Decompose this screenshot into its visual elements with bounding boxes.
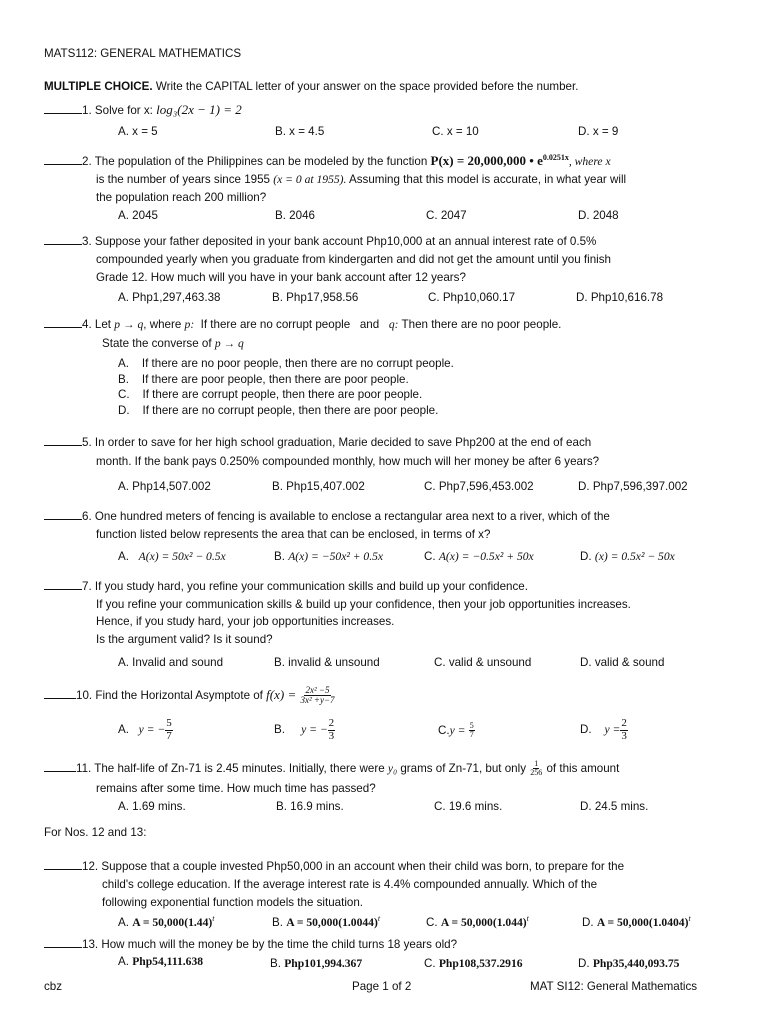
question-12 bbox=[44, 860, 624, 873]
choice-letter: D. bbox=[578, 957, 590, 970]
fraction bbox=[620, 718, 628, 742]
choice-amount: Php35,440,093.75 bbox=[592, 957, 680, 970]
choice-a: A. 1.69 mins. bbox=[118, 800, 186, 813]
choice-letter: B. bbox=[270, 957, 281, 970]
equation: P(x) = 20,000,000 • e bbox=[430, 153, 543, 168]
choice-c: C. Php7,596,453.002 bbox=[424, 480, 534, 493]
question-number: 13. bbox=[82, 938, 99, 951]
choice-amount: Php54,111.638 bbox=[132, 955, 204, 968]
choice-d bbox=[582, 914, 691, 929]
question-number: 2. bbox=[82, 155, 92, 168]
choice-c: C. 19.6 mins. bbox=[434, 800, 503, 813]
choice-letter: B. bbox=[118, 373, 129, 386]
equation: (x = 0 at 1955). bbox=[273, 173, 347, 186]
question-2-line-3: the population reach 200 million? bbox=[96, 191, 267, 204]
question-5-line-2: month. If the bank pays 0.250% compounded monthly, how much will her money be after 6 years? bbox=[96, 455, 600, 468]
question-text: , where bbox=[143, 318, 182, 331]
question-text: grams of Zn-71, but only bbox=[400, 761, 527, 775]
choice-d: D. 2048 bbox=[578, 209, 619, 222]
question-3-line-2: compounded yearly when you graduate from kindergarten and did not get the amount until you finish bbox=[96, 253, 611, 266]
question-1 bbox=[44, 102, 242, 118]
answer-blank-5[interactable] bbox=[44, 445, 82, 446]
question-2-line-2 bbox=[96, 173, 626, 186]
question-number: 5. bbox=[82, 436, 92, 449]
question-text: Assuming that this model is accurate, in what year will bbox=[349, 173, 627, 186]
choice-letter: B. bbox=[274, 550, 285, 563]
choice-a bbox=[118, 550, 226, 563]
choice-c: C. Php10,060.17 bbox=[428, 291, 516, 304]
question-13 bbox=[44, 938, 457, 951]
footer-left: cbz bbox=[44, 980, 63, 993]
choice-b: B. Php15,407.002 bbox=[272, 480, 365, 493]
choice-equation: A(x) = −0.5x² + 50x bbox=[438, 550, 534, 563]
choice-equation: A = 50,000(1.0044) bbox=[286, 915, 378, 929]
question-12-line-3: following exponential function models the situation. bbox=[102, 896, 364, 909]
section-note: For Nos. 12 and 13: bbox=[44, 826, 147, 839]
denominator: 3 bbox=[328, 729, 335, 742]
choice-equation: A(x) = 50x² − 0.5x bbox=[138, 550, 226, 563]
denominator: 3 bbox=[621, 729, 627, 742]
choice-letter: A. bbox=[118, 550, 129, 563]
answer-blank-11[interactable] bbox=[44, 771, 76, 772]
page-number: Page 1 of 2 bbox=[352, 980, 412, 993]
footer-right: MAT SI12: General Mathematics bbox=[530, 980, 698, 993]
question-text: The population of the Philippines can be modeled by the function bbox=[94, 155, 428, 168]
question-text: Then there are no poor people. bbox=[401, 318, 562, 331]
variable-q: q: bbox=[388, 318, 399, 331]
numerator: 2 bbox=[328, 717, 335, 729]
question-text: , where x bbox=[568, 155, 611, 168]
choice-a: A. Php1,297,463.38 bbox=[118, 291, 221, 304]
choice-a: A. Php14,507.002 bbox=[118, 480, 211, 493]
choice-b bbox=[274, 718, 335, 742]
choice-b bbox=[118, 373, 409, 386]
question-11 bbox=[44, 760, 619, 778]
answer-blank-13[interactable] bbox=[44, 947, 82, 948]
choice-letter: C. bbox=[118, 388, 130, 401]
question-number: 1. bbox=[82, 104, 92, 117]
numerator: 5 bbox=[166, 717, 172, 729]
question-text: State the converse of bbox=[102, 337, 212, 350]
rational-function bbox=[299, 686, 335, 706]
numerator: 1 bbox=[534, 759, 539, 768]
question-text: If you study hard, you refine your communication skills and build up your confidence. bbox=[94, 580, 528, 593]
question-7-line-4: Is the argument valid? Is it sound? bbox=[96, 633, 273, 646]
answer-blank-2[interactable] bbox=[44, 164, 82, 165]
choice-c bbox=[424, 957, 523, 970]
choice-letter: B. bbox=[274, 723, 285, 737]
choice-a: A. x = 5 bbox=[118, 125, 158, 138]
instructions bbox=[44, 80, 578, 93]
choice-d: D. Php7,596,397.002 bbox=[578, 480, 688, 493]
exponent: 0.0251x bbox=[542, 153, 569, 163]
question-12-line-2: child's college education. If the average interest rate is 4.4% compounded annually. Which of the bbox=[102, 878, 598, 891]
variable-p: p: bbox=[184, 318, 195, 331]
numerator: 2x² −5 bbox=[305, 685, 330, 695]
choice-letter: C. bbox=[438, 723, 450, 737]
choice-letter: A. bbox=[118, 955, 129, 968]
question-text: Solve for x: bbox=[94, 104, 153, 117]
choice-equation: A(x) = −50x² + 0.5x bbox=[288, 550, 384, 563]
question-number: 12. bbox=[82, 860, 99, 873]
question-text: In order to save for her high school graduation, Marie decided to save Php200 at the end of each bbox=[94, 436, 592, 449]
question-number: 7. bbox=[82, 580, 92, 593]
question-7 bbox=[44, 580, 528, 593]
choice-c bbox=[426, 914, 529, 929]
equation: f(x) = bbox=[266, 687, 297, 702]
question-10 bbox=[44, 686, 336, 706]
question-2 bbox=[44, 153, 611, 169]
choice-b: B. Php17,958.56 bbox=[272, 291, 359, 304]
choice-equation: (x) = 0.5x² − 50x bbox=[594, 550, 675, 563]
choice-a bbox=[118, 914, 214, 929]
fraction bbox=[529, 760, 543, 778]
choice-d: D. valid & sound bbox=[580, 656, 665, 669]
fraction bbox=[328, 718, 336, 742]
choice-letter: B. bbox=[272, 915, 283, 929]
variable-y0: y₀ bbox=[387, 761, 398, 775]
question-text: is the number of years since 1955 bbox=[96, 173, 271, 186]
choice-a bbox=[118, 955, 203, 968]
question-number: 3. bbox=[82, 235, 92, 248]
choice-d bbox=[578, 957, 679, 970]
exponent: t bbox=[377, 914, 381, 923]
denominator: 7 bbox=[166, 729, 172, 742]
choice-letter: C. bbox=[424, 957, 436, 970]
choice-text: If there are no poor people, then there are no corrupt people. bbox=[141, 357, 454, 370]
choice-a: A. 2045 bbox=[118, 209, 158, 222]
choice-b bbox=[272, 914, 380, 929]
choice-b: B. 16.9 mins. bbox=[276, 800, 344, 813]
question-11-line-2: remains after some time. How much time has passed? bbox=[96, 782, 376, 795]
choice-a bbox=[118, 718, 173, 742]
question-text: How much will the money be by the time the child turns 18 years old? bbox=[101, 938, 458, 951]
choice-amount: Php101,994.367 bbox=[284, 957, 363, 970]
choice-letter: D. bbox=[582, 915, 594, 929]
choice-d bbox=[580, 718, 628, 742]
denominator: 3x² +y−7 bbox=[300, 695, 335, 706]
question-text: The half-life of Zn-71 is 2.45 minutes. Initially, there were bbox=[94, 761, 385, 775]
question-text: Find the Horizontal Asymptote of bbox=[95, 689, 263, 702]
choice-d bbox=[118, 404, 438, 417]
question-7-line-3: Hence, if you study hard, your job opportunities increases. bbox=[96, 615, 395, 628]
choice-d: D. x = 9 bbox=[578, 125, 619, 138]
choice-equation: y = − bbox=[301, 723, 328, 737]
choice-c: C. x = 10 bbox=[432, 125, 479, 138]
choice-text: If there are no corrupt people, then there are poor people. bbox=[142, 404, 439, 417]
answer-blank-10[interactable] bbox=[44, 698, 76, 699]
question-5 bbox=[44, 436, 591, 449]
fraction bbox=[469, 722, 475, 740]
instructions-text: Write the CAPITAL letter of your answer on the space provided before the number. bbox=[155, 80, 579, 93]
question-6 bbox=[44, 510, 610, 523]
choice-a: A. Invalid and sound bbox=[118, 656, 224, 669]
choice-letter: C. bbox=[424, 550, 436, 563]
question-number: 10. bbox=[76, 689, 93, 702]
numerator: 2 bbox=[621, 717, 627, 729]
choice-c bbox=[118, 388, 422, 401]
choice-b bbox=[274, 550, 383, 563]
choice-letter: D. bbox=[118, 404, 130, 417]
choice-equation: A = 50,000(1.44) bbox=[132, 915, 213, 929]
choice-b: B. 2046 bbox=[275, 209, 315, 222]
answer-blank-3[interactable] bbox=[44, 244, 82, 245]
choice-letter: A. bbox=[118, 723, 129, 737]
question-text: and bbox=[359, 318, 380, 331]
question-text: Let bbox=[94, 318, 112, 331]
choice-b: B. x = 4.5 bbox=[275, 125, 325, 138]
exponent: t bbox=[526, 914, 529, 923]
question-6-line-2: function listed below represents the area that can be enclosed, in terms of x? bbox=[96, 528, 491, 541]
question-3 bbox=[44, 235, 596, 248]
answer-blank-1[interactable] bbox=[44, 113, 82, 114]
choice-b: B. invalid & unsound bbox=[274, 656, 380, 669]
question-3-line-3: Grade 12. How much will you have in your bank account after 12 years? bbox=[96, 271, 466, 284]
choice-letter: D. bbox=[580, 723, 592, 737]
question-text: of this amount bbox=[546, 761, 620, 775]
question-number: 4. bbox=[82, 318, 92, 331]
choice-letter: A. bbox=[118, 915, 129, 929]
question-text: Suppose your father deposited in your bank account Php10,000 at an annual interest rate of 0.5% bbox=[94, 235, 597, 248]
choice-equation: y = − bbox=[138, 723, 166, 737]
choice-d: D. Php10,616.78 bbox=[576, 291, 664, 304]
answer-blank-6[interactable] bbox=[44, 519, 82, 520]
choice-equation: A = 50,000(1.0404) bbox=[596, 915, 689, 929]
choice-letter: D. bbox=[580, 550, 592, 563]
choice-c bbox=[424, 550, 534, 563]
question-text: One hundred meters of fencing is available to enclose a rectangular area next to a river, which of the bbox=[94, 510, 610, 523]
question-text: If there are no corrupt people bbox=[200, 318, 351, 331]
equation: p → q bbox=[214, 337, 244, 350]
question-4-line-2 bbox=[102, 337, 244, 350]
choice-d bbox=[580, 550, 675, 563]
choice-c: C. valid & unsound bbox=[434, 656, 532, 669]
question-number: 11. bbox=[76, 761, 92, 775]
exponent: t bbox=[212, 914, 215, 923]
question-7-line-2: If you refine your communication skills & build up your confidence, then your job opportunities increases. bbox=[96, 598, 631, 611]
answer-blank-7[interactable] bbox=[44, 589, 82, 590]
choice-equation: A = 50,000(1.044) bbox=[440, 915, 527, 929]
choice-text: If there are corrupt people, then there are poor people. bbox=[142, 388, 423, 401]
choice-c: C. 2047 bbox=[426, 209, 467, 222]
choice-d: D. 24.5 mins. bbox=[580, 800, 649, 813]
choice-a bbox=[118, 357, 454, 370]
denominator: 7 bbox=[469, 730, 474, 740]
instructions-label: MULTIPLE CHOICE. bbox=[44, 80, 153, 93]
choice-letter: C. bbox=[426, 915, 438, 929]
equation: log₃(2x − 1) = 2 bbox=[156, 102, 242, 117]
denominator: 256 bbox=[530, 768, 543, 778]
question-number: 6. bbox=[82, 510, 92, 523]
answer-blank-12[interactable] bbox=[44, 869, 82, 870]
equation: p → q bbox=[114, 318, 144, 331]
answer-blank-4[interactable] bbox=[44, 327, 82, 328]
choice-letter: A. bbox=[118, 357, 129, 370]
choice-c bbox=[438, 722, 475, 740]
question-text: Suppose that a couple invested Php50,000 in an account when their child was born, to prepare for the bbox=[101, 860, 625, 873]
choice-equation: y = bbox=[449, 723, 466, 737]
choice-equation: y = bbox=[604, 723, 621, 737]
choice-text: If there are poor people, then there are poor people. bbox=[141, 373, 409, 386]
fraction bbox=[165, 718, 173, 742]
exponent: t bbox=[688, 914, 691, 923]
numerator: 5 bbox=[469, 721, 474, 730]
question-4 bbox=[44, 318, 561, 331]
choice-b bbox=[270, 957, 362, 970]
course-header: MATS112: GENERAL MATHEMATICS bbox=[44, 47, 242, 60]
choice-amount: Php108,537.2916 bbox=[438, 957, 523, 970]
